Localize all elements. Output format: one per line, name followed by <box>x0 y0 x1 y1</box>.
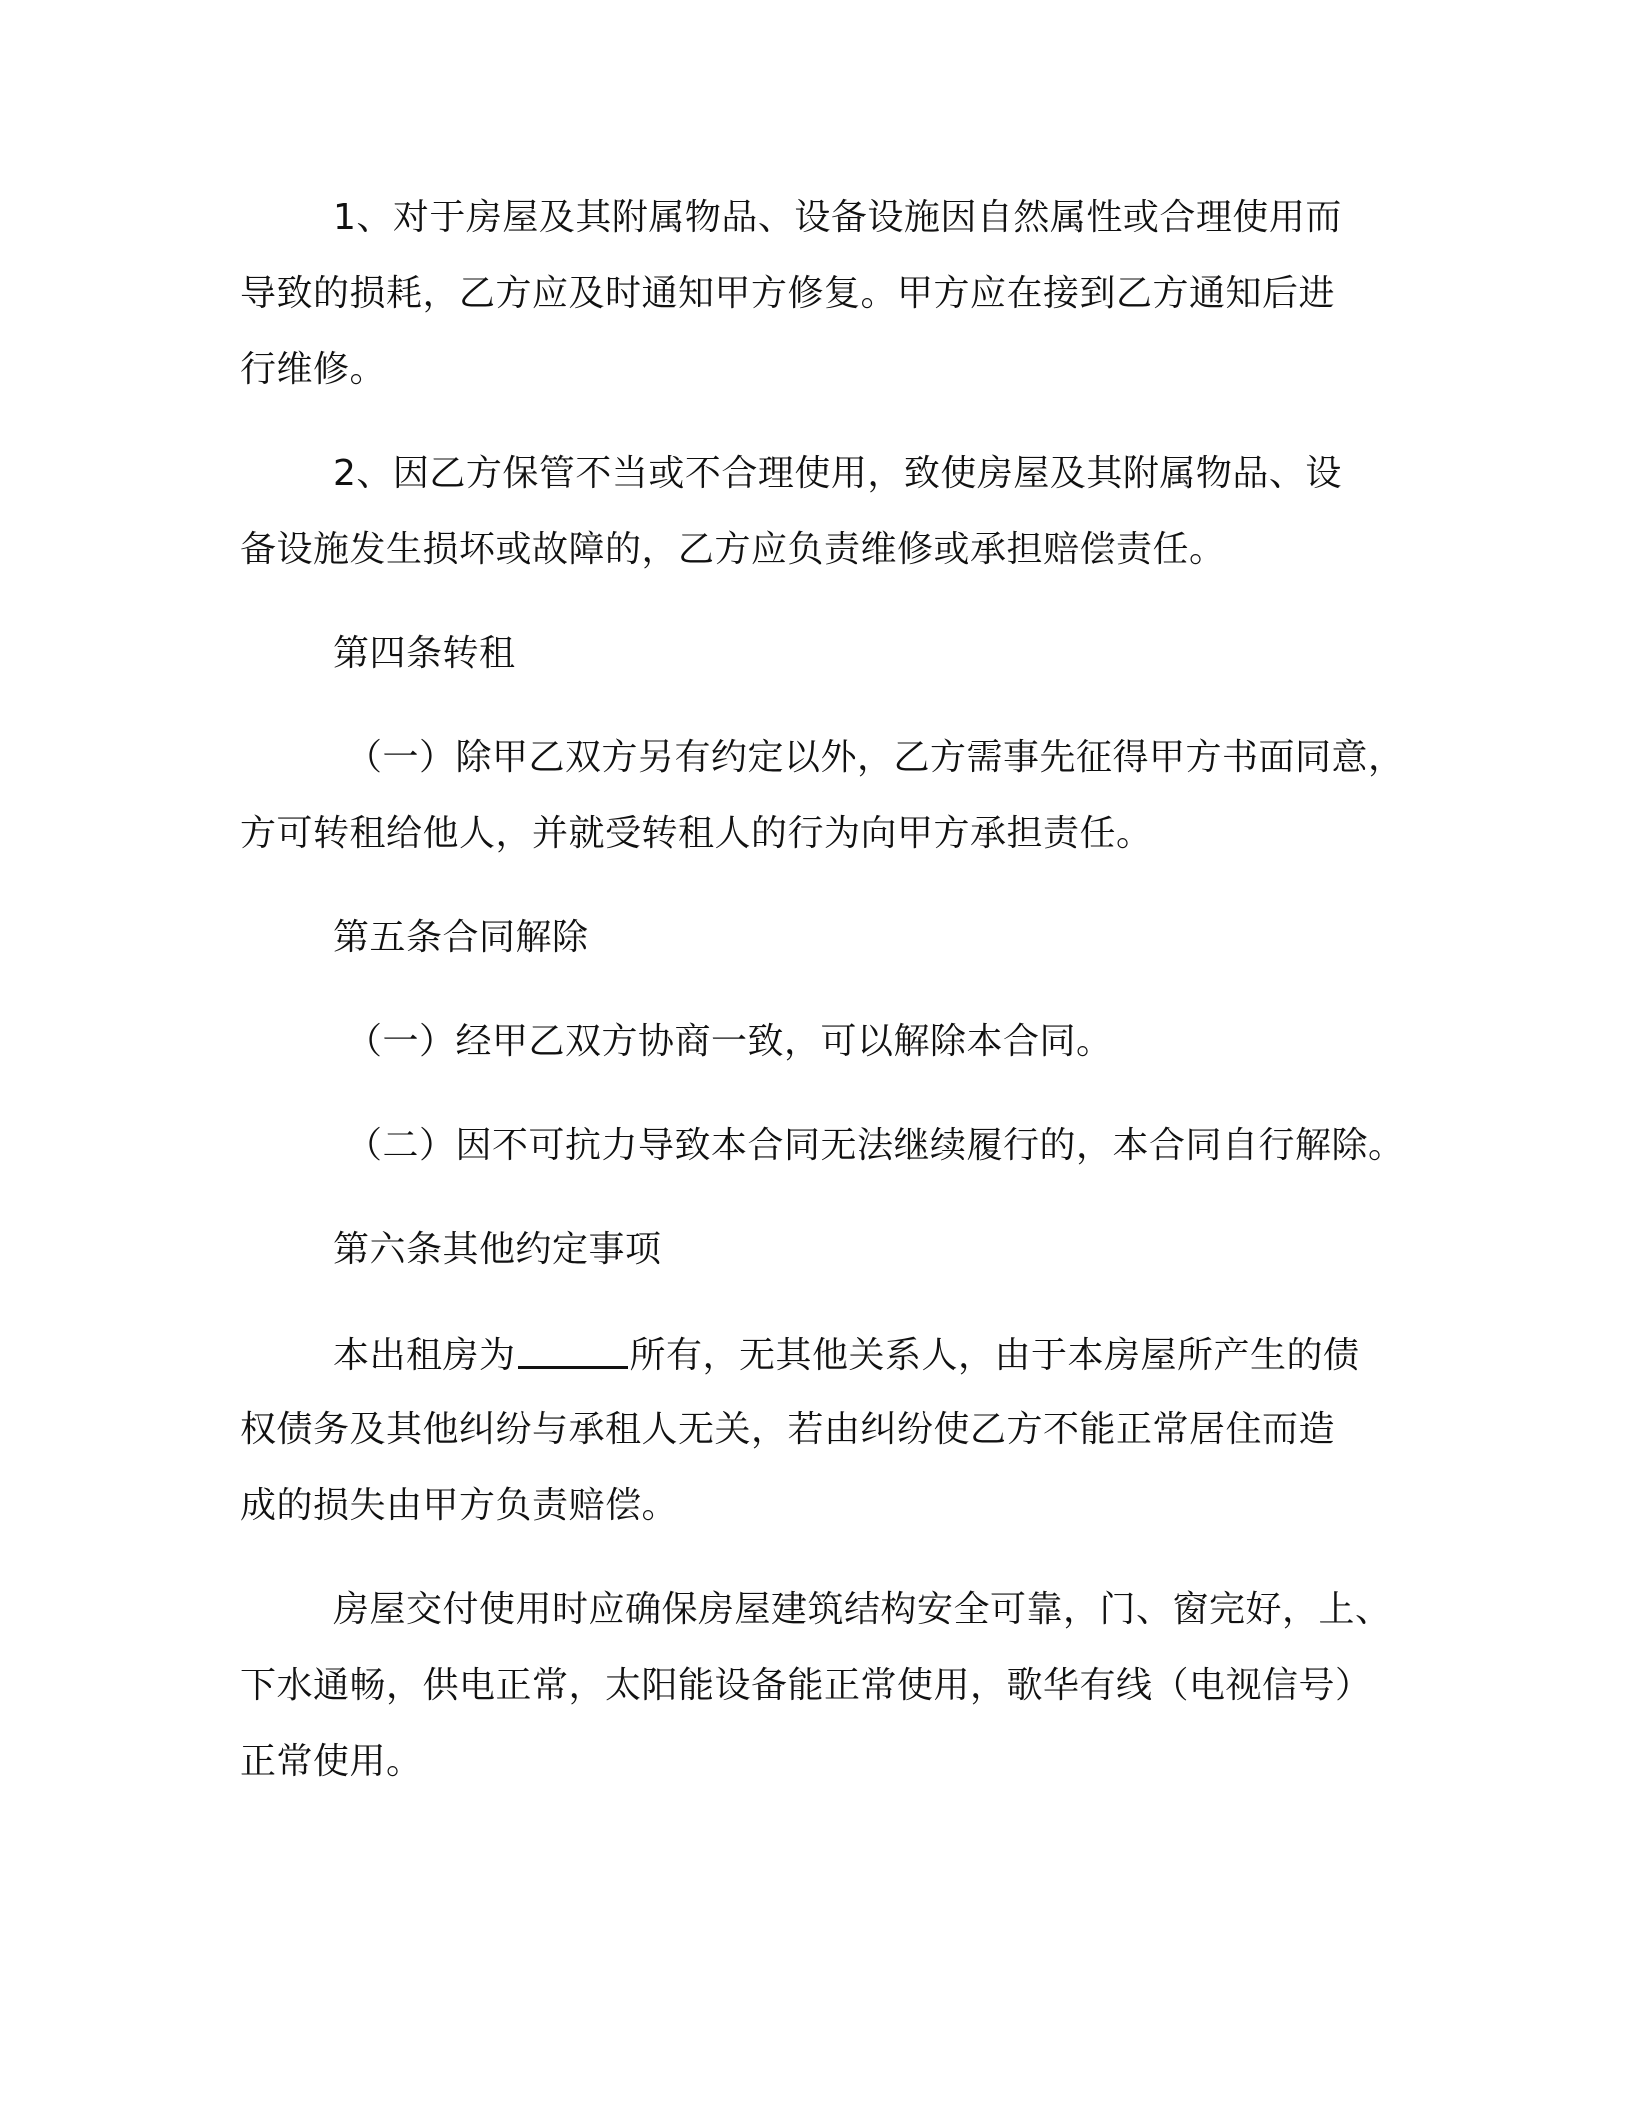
clause-1-line-2: 导致的损耗，乙方应及时通知甲方修复。甲方应在接到乙方通知后进 <box>240 273 1336 314</box>
clause-1-line-3: 行维修。 <box>240 349 387 390</box>
article-4-item-1-line-1: （一）除甲乙双方另有约定以外，乙方需事先征得甲方书面同意， <box>346 737 1405 778</box>
article-6-para-2-line-1: 房屋交付使用时应确保房屋建筑结构安全可靠，门、窗完好，上、 <box>333 1589 1392 1630</box>
article-4-heading: 第四条转租 <box>333 633 516 674</box>
article-6-para-2-line-3: 正常使用。 <box>240 1741 423 1782</box>
article-5-item-2: （二）因不可抗力导致本合同无法继续履行的，本合同自行解除。 <box>346 1125 1405 1166</box>
clause-2-line-2: 备设施发生损坏或故障的，乙方应负责维修或承担赔偿责任。 <box>240 529 1226 570</box>
article-6-para-1-line-3: 成的损失由甲方负责赔偿。 <box>240 1485 679 1526</box>
article-6-para-1-prefix: 本出租房为 <box>333 1335 516 1376</box>
article-6-para-2-line-2: 下水通畅，供电正常，太阳能设备能正常使用，歌华有线（电视信号） <box>240 1665 1372 1706</box>
article-5-heading: 第五条合同解除 <box>333 917 589 958</box>
article-6-heading: 第六条其他约定事项 <box>333 1229 662 1270</box>
clause-1-line-1: 1、对于房屋及其附属物品、设备设施因自然属性或合理使用而 <box>333 197 1342 238</box>
article-6-para-1-line-2: 权债务及其他纠纷与承租人无关，若由纠纷使乙方不能正常居住而造 <box>240 1409 1336 1450</box>
article-6-para-1-line-1 <box>333 1332 1360 1378</box>
article-5-item-1: （一）经甲乙双方协商一致，可以解除本合同。 <box>346 1021 1113 1062</box>
article-4-item-1-line-2: 方可转租给他人，并就受转租人的行为向甲方承担责任。 <box>240 813 1153 854</box>
article-6-para-1-suffix: 所有，无其他关系人，由于本房屋所产生的债 <box>629 1335 1360 1376</box>
clause-2-line-1: 2、因乙方保管不当或不合理使用，致使房屋及其附属物品、设 <box>333 453 1342 494</box>
owner-blank-line <box>518 1332 628 1369</box>
